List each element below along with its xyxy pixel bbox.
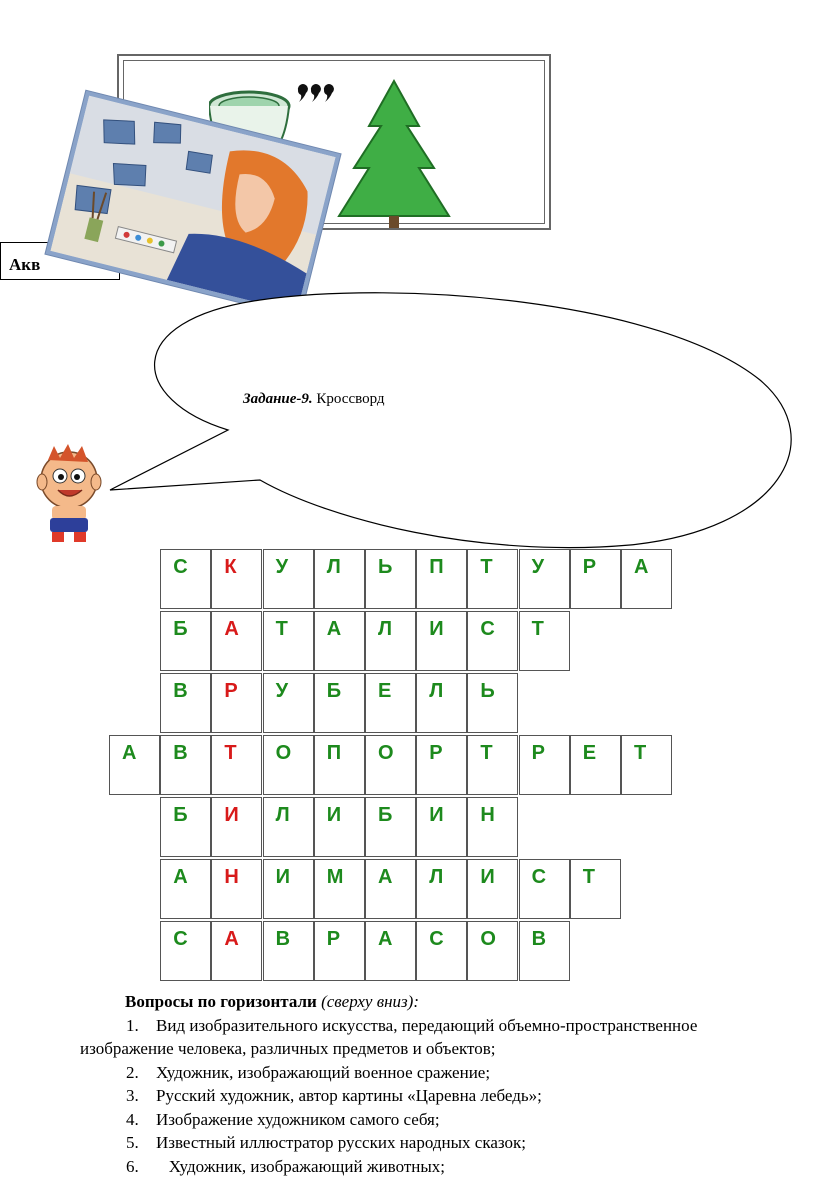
- question-item-1: [80, 1014, 816, 1038]
- crossword-cell: Т: [211, 735, 262, 795]
- question-continuation: изображение человека, различных предметов и объектов;: [80, 1039, 496, 1058]
- task-text: Кроссворд: [312, 391, 385, 407]
- crossword-cell: С: [416, 921, 467, 981]
- speech-bubble: [100, 290, 816, 550]
- crossword-cell: А: [211, 921, 262, 981]
- crossword-cell: А: [365, 921, 416, 981]
- crossword-cell: С: [519, 859, 570, 919]
- crossword-cell: Р: [314, 921, 365, 981]
- crossword-cell: Т: [263, 611, 314, 671]
- questions-section: [80, 990, 816, 1178]
- crossword-cell: Т: [570, 859, 621, 919]
- crossword-cell: Р: [519, 735, 570, 795]
- crossword-cell: Л: [416, 673, 467, 733]
- question-text: Изображение художником самого себя;: [156, 1109, 440, 1129]
- question-item-4: [80, 1108, 816, 1132]
- crossword-cell: Р: [211, 673, 262, 733]
- questions-heading-note: (сверху вниз):: [316, 992, 419, 1011]
- crossword-cell: Т: [467, 549, 518, 609]
- cartoon-boy-image: [30, 442, 108, 544]
- crossword-cell: А: [365, 859, 416, 919]
- question-item-5: [80, 1131, 816, 1155]
- crossword-cell: С: [160, 549, 211, 609]
- crossword-cell: А: [109, 735, 160, 795]
- crossword-cell: Т: [621, 735, 672, 795]
- question-text: Русский художник, автор картины «Царевна лебедь»;: [156, 1086, 542, 1105]
- crossword-cell: Н: [211, 859, 262, 919]
- crossword-cell: Е: [570, 735, 621, 795]
- question-item-2: [80, 1061, 816, 1085]
- crossword-cell: Б: [160, 611, 211, 671]
- crossword-cell: О: [467, 921, 518, 981]
- crossword-cell: О: [263, 735, 314, 795]
- question-item-3: [80, 1084, 816, 1108]
- crossword-cell: А: [621, 549, 672, 609]
- question-number: 6.: [126, 1156, 139, 1176]
- crossword-cell: И: [416, 611, 467, 671]
- crossword-cell: Б: [160, 797, 211, 857]
- crossword-cell: А: [160, 859, 211, 919]
- crossword-cell: П: [314, 735, 365, 795]
- crossword-cell: Т: [519, 611, 570, 671]
- question-number: 5.: [126, 1133, 139, 1152]
- crossword-cell: В: [519, 921, 570, 981]
- crossword-cell: М: [314, 859, 365, 919]
- crossword-cell: И: [314, 797, 365, 857]
- crossword-cell: В: [160, 735, 211, 795]
- question-text: Художник, изображающий животных;: [156, 1156, 446, 1176]
- crossword-cell: К: [211, 549, 262, 609]
- task-title: [243, 391, 385, 408]
- questions-heading-text: Вопросы по горизонтали: [125, 992, 317, 1011]
- crossword-cell: В: [160, 673, 211, 733]
- crossword-cell: У: [263, 549, 314, 609]
- question-number: 2.: [126, 1062, 139, 1082]
- crossword-cell: И: [263, 859, 314, 919]
- fir-tree-icon: [339, 81, 449, 228]
- crossword-cell: Е: [365, 673, 416, 733]
- question-number: 4.: [126, 1109, 139, 1129]
- question-text: Известный иллюстратор русских народных сказок;: [156, 1133, 526, 1152]
- crossword-cell: Л: [365, 611, 416, 671]
- crossword-cell: И: [416, 797, 467, 857]
- crossword-cell: Л: [416, 859, 467, 919]
- crossword-cell: Л: [314, 549, 365, 609]
- crossword-cell: В: [263, 921, 314, 981]
- question-number: 1.: [126, 1015, 139, 1035]
- crossword-cell: У: [263, 673, 314, 733]
- crossword-cell: Н: [467, 797, 518, 857]
- crossword-cell: А: [211, 611, 262, 671]
- crossword-cell: С: [160, 921, 211, 981]
- crossword-cell: Ь: [467, 673, 518, 733]
- crossword-cell: У: [519, 549, 570, 609]
- crossword-cell: Л: [263, 797, 314, 857]
- questions-heading: [80, 990, 816, 1014]
- question-text: Вид изобразительного искусства, передающий объемно-пространственное: [156, 1015, 698, 1035]
- crossword-cell: Р: [570, 549, 621, 609]
- crossword-cell: Б: [314, 673, 365, 733]
- question-item-6: [80, 1155, 816, 1179]
- crossword-cell: Б: [365, 797, 416, 857]
- crossword-cell: И: [211, 797, 262, 857]
- triple-comma-icon: [298, 84, 334, 102]
- crossword-cell: Т: [467, 735, 518, 795]
- crossword-cell: Р: [416, 735, 467, 795]
- task-number: Задание-9.: [243, 391, 313, 407]
- crossword-cell: А: [314, 611, 365, 671]
- aquarelle-label: Акв: [0, 242, 120, 280]
- crossword-cell: О: [365, 735, 416, 795]
- crossword-cell: П: [416, 549, 467, 609]
- crossword-cell: С: [467, 611, 518, 671]
- crossword-cell: Ь: [365, 549, 416, 609]
- question-text: Художник, изображающий военное сражение;: [156, 1062, 491, 1082]
- crossword-cell: И: [467, 859, 518, 919]
- question-number: 3.: [126, 1086, 139, 1105]
